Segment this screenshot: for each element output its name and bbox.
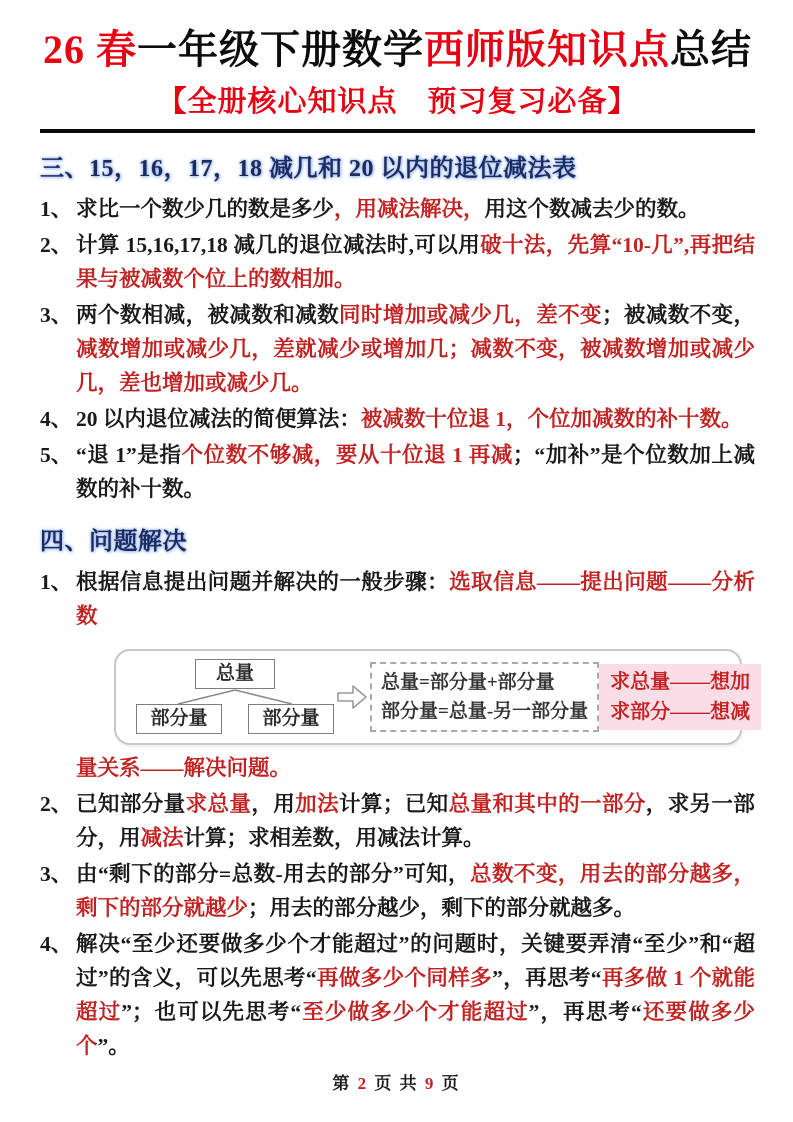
part-box: 部分量 <box>136 704 222 734</box>
list-item <box>40 787 755 855</box>
item-text: 根据信息提出问题并解决的一般步骤：选取信息——提出问题——分析数 <box>76 569 755 628</box>
item-number: 2、 <box>40 232 73 257</box>
item-number: 1、 <box>40 569 73 594</box>
item-text: 计算 15,16,17,18 减几的退位减法时,可以用破十法，先算“10-几”,再把结果与被减数个位上的数相加。 <box>76 232 755 291</box>
tree-children <box>136 704 334 734</box>
section-problem-solving <box>40 521 755 1063</box>
item-text: 已知部分量求总量，用加法计算；已知总量和其中的一部分，求另一部分，用减法计算；求相差数，用减法计算。 <box>76 791 755 850</box>
item-number: 2、 <box>40 791 73 816</box>
item-number: 4、 <box>40 931 73 956</box>
tip-line: 求总量——想加 <box>610 670 751 693</box>
item-text: 解决“至少还要做多少个才能超过”的问题时，关键要弄清“至少”和“超过”的含义，可以先思考“再做多少个同样多”，再思考“再多做 1 个就能超过”；也可以先思考“至少做多少个才能超过”，再思考“还要做多少个”。 <box>76 931 755 1058</box>
list-item-continuation <box>40 751 755 785</box>
item-text: 两个数相减，被减数和减数同时增加或减少几，差不变；被减数不变，减数增加或减少几，差就减少或增加几；减数不变，被减数增加或减少几，差也增加或减少几。 <box>76 302 755 395</box>
formula-line: 总量=部分量+部分量 <box>381 671 555 693</box>
item-number: 3、 <box>40 302 73 327</box>
page-footer: 第 2 页 共 9 页 <box>332 1074 461 1093</box>
list-item <box>40 438 755 506</box>
item-text: 20 以内退位减法的简便算法：被减数十位退 1，个位加减数的补十数。 <box>76 406 743 431</box>
item-text: 由“剩下的部分=总数-用去的部分”可知，总数不变，用去的部分越多，剩下的部分就越少；用去的部分越少，剩下的部分就越多。 <box>76 861 755 920</box>
list-item <box>40 565 755 633</box>
header <box>40 26 755 133</box>
divider <box>40 129 755 133</box>
list-item <box>40 857 755 925</box>
section-heading: 四、问题解决 <box>40 528 187 555</box>
part-box: 部分量 <box>248 704 334 734</box>
list-item <box>40 402 755 436</box>
item-number: 4、 <box>40 406 73 431</box>
formula-line: 部分量=总量-另一部分量 <box>381 700 589 722</box>
tips-box <box>599 664 761 730</box>
page-title: 26 春一年级下册数学西师版知识点总结 <box>43 27 752 72</box>
section-heading: 三、15，16，17，18 减几和 20 以内的退位减法表 <box>40 155 577 182</box>
section-subtraction-table <box>40 148 755 506</box>
total-box: 总量 <box>195 659 275 689</box>
page-subtitle: 【全册核心知识点 预习复习必备】 <box>157 85 638 118</box>
item-text: 量关系——解决问题。 <box>76 755 292 780</box>
item-number: 5、 <box>40 442 73 467</box>
right-arrow-icon <box>336 683 368 711</box>
item-text: “退 1”是指个位数不够减，要从十位退 1 再减；“加补”是个位数加上减数的补十数。 <box>76 442 755 501</box>
formula-box <box>370 662 599 732</box>
item-number: 1、 <box>40 196 73 221</box>
item-text: 求比一个数少几的数是多少，用减法解决，用这个数减去少的数。 <box>76 196 700 221</box>
tip-line: 求部分——想减 <box>610 700 751 723</box>
part-whole-diagram <box>114 649 751 745</box>
list-item <box>40 192 755 226</box>
list-item <box>40 228 755 296</box>
list-item <box>40 927 755 1063</box>
part-whole-tree <box>136 659 334 734</box>
tree-connector-lines <box>136 689 334 704</box>
list-item <box>40 298 755 400</box>
item-number: 3、 <box>40 861 73 886</box>
